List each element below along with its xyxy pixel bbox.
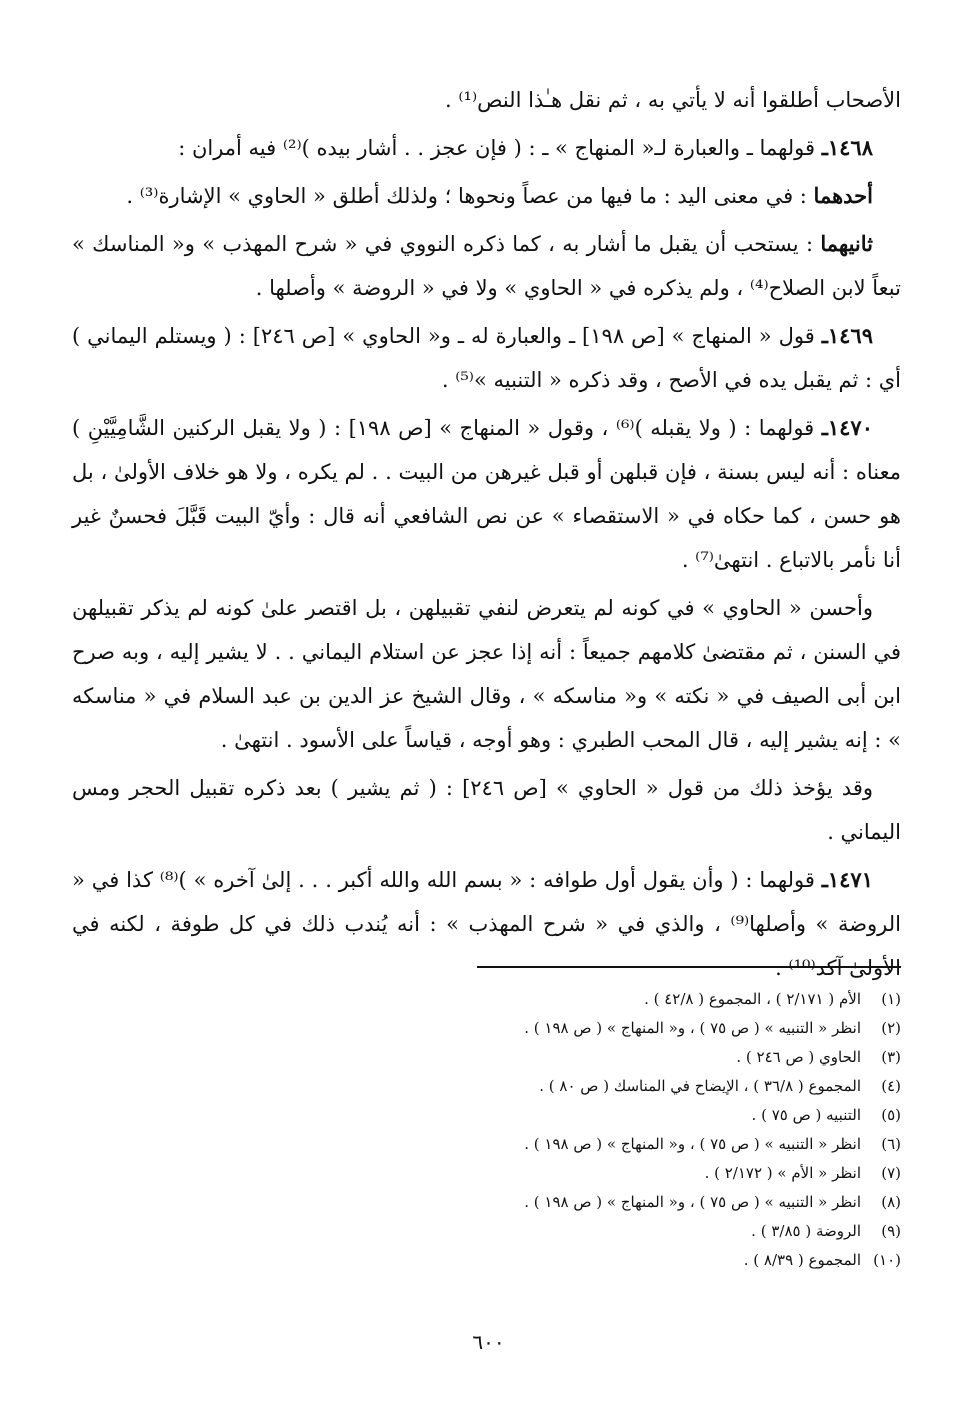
footnote-text: الحاوي ( ص ٢٤٦ ) . xyxy=(736,1048,861,1066)
main-text xyxy=(72,78,901,994)
footnote-text: الروضة ( ٣/٨٥ ) . xyxy=(751,1222,861,1240)
paragraph xyxy=(72,222,901,310)
footnote xyxy=(300,1246,901,1275)
footnote xyxy=(300,1072,901,1101)
footnote-divider xyxy=(477,966,901,968)
paragraph xyxy=(72,766,901,854)
paragraph xyxy=(72,406,901,582)
footnote xyxy=(300,1014,901,1043)
footnote-number: (٨) xyxy=(881,1193,901,1211)
footnote-number: (١) xyxy=(881,990,901,1008)
paragraph-text: الأصحاب أطلقوا أنه لا يأتي به ، ثم نقل هـٰذا النص⁽¹⁾ . xyxy=(445,88,901,112)
paragraph xyxy=(72,314,901,402)
paragraph-text: وأحسن « الحاوي » في كونه لم يتعرض لنفي تقبيلهن ، بل اقتصر علىٰ كونه لم يذكر تقبيلهن في السنن ، ثم مقتضىٰ كلامهم جميعاً : أنه إذا عجز عن استلام اليماني . . لا يشير إليه ، وبه صرح ابن أبى الصيف في « نكته » و« مناسكه » ، وقال الشيخ عز الدين بن عبد السلام في « مناسكه » : إنه يشير إليه ، قال المحب الطبري : وهو أوجه ، قياساً على الأسود . انتهىٰ . xyxy=(72,596,901,752)
paragraph-text: : في معنى اليد : ما فيها من عصاً ونحوها ؛ ولذلك أطلق « الحاوي » الإشارة⁽³⁾ . xyxy=(126,184,814,208)
paragraph xyxy=(72,174,901,218)
footnote xyxy=(300,1188,901,1217)
footnote xyxy=(300,1217,901,1246)
footnote xyxy=(300,1130,901,1159)
paragraph-text: : يستحب أن يقبل ما أشار به ، كما ذكره النووي في « شرح المهذب » و« المناسك » تبعاً لابن الصلاح⁽⁴⁾ ، ولم يذكره في « الحاوي » ولا في « الروضة » وأصلها . xyxy=(72,232,901,300)
issue-number: ١٤٧١ـ xyxy=(821,867,873,892)
footnote xyxy=(300,1159,901,1188)
footnote-number: (٥) xyxy=(881,1106,901,1124)
footnote-number: (٤) xyxy=(881,1077,901,1095)
footnote-number: (٢) xyxy=(881,1019,901,1037)
paragraph xyxy=(72,126,901,170)
footnote-text: انظر « التنبيه » ( ص ٧٥ ) ، و« المنهاج » ( ص ١٩٨ ) . xyxy=(524,1019,861,1037)
footnote xyxy=(300,1101,901,1130)
footnotes xyxy=(300,985,901,1275)
footnote-number: (٧) xyxy=(881,1164,901,1182)
paragraph-text: قولهما : ( وأن يقول أول طوافه : « بسم الله والله أكبر . . . إلىٰ آخره » )⁽⁸⁾ كذا في « الروضة » وأصلها⁽⁹⁾ ، والذي في « شرح المهذب » : أنه يُندب ذلك في كل طوفة ، لكنه في الأولىٰ آكد⁽¹⁰⁾ . xyxy=(72,868,901,980)
footnote-text: انظر « التنبيه » ( ص ٧٥ ) ، و« المنهاج » ( ص ١٩٨ ) . xyxy=(524,1193,861,1211)
point-label: أحدهما xyxy=(813,183,873,208)
paragraph xyxy=(72,78,901,122)
footnote-text: انظر « التنبيه » ( ص ٧٥ ) ، و« المنهاج » ( ص ١٩٨ ) . xyxy=(524,1135,861,1153)
footnote-number: (٣) xyxy=(881,1048,901,1066)
point-label: ثانيهما xyxy=(820,231,873,256)
paragraph xyxy=(72,586,901,762)
paragraph xyxy=(72,858,901,990)
footnote-number: (١٠) xyxy=(873,1251,901,1269)
issue-number: ١٤٦٩ـ xyxy=(821,323,873,348)
footnote-text: المجموع ( ٨/٣٩ ) . xyxy=(743,1251,861,1269)
footnote-text: انظر « الأم » ( ٢/١٧٢ ) . xyxy=(704,1164,861,1182)
page-number: ٦٠٠ xyxy=(472,1330,505,1354)
footnote xyxy=(300,1043,901,1072)
issue-number: ١٤٦٨ـ xyxy=(821,135,873,160)
footnote xyxy=(300,985,901,1014)
footnote-text: الأم ( ٢/١٧١ ) ، المجموع ( ٤٢/٨ ) . xyxy=(644,990,861,1008)
paragraph-text: قولهما ـ والعبارة لـ« المنهاج » ـ : ( فإن عجز . . أشار بيده )⁽²⁾ فيه أمران : xyxy=(178,136,822,160)
issue-number: ١٤٧٠ـ xyxy=(821,415,873,440)
paragraph-text: وقد يؤخذ ذلك من قول « الحاوي » [ص ٢٤٦] : ( ثم يشير ) بعد ذكره تقبيل الحجر ومس اليماني . xyxy=(72,776,901,844)
paragraph-text: قولهما : ( ولا يقبله )⁽⁶⁾ ، وقول « المنهاج » [ص ١٩٨] : ( ولا يقبل الركنين الشَّامِيَّيْنِ ) معناه : أنه ليس بسنة ، فإن قبلهن أو قبل غيرهن من البيت . . لم يكره ، ولا هو خلاف الأولىٰ ، بل هو حسن ، كما حكاه في « الاستقصاء » عن نص الشافعي أنه قال : وأيّ البيت قَبَّلَ فحسنٌ غير أنا نأمر بالاتباع . انتهىٰ⁽⁷⁾ . xyxy=(72,416,901,572)
footnote-text: التنبيه ( ص ٧٥ ) . xyxy=(751,1106,861,1124)
footnote-number: (٦) xyxy=(881,1135,901,1153)
footnote-number: (٩) xyxy=(881,1222,901,1240)
paragraph-text: قول « المنهاج » [ص ١٩٨] ـ والعبارة له ـ و« الحاوي » [ص ٢٤٦] : ( ويستلم اليماني ) أي : ثم يقبل يده في الأصح ، وقد ذكره « التنبيه »⁽⁵⁾ . xyxy=(72,324,901,392)
footnote-text: المجموع ( ٣٦/٨ ) ، الإيضاح في المناسك ( ص ٨٠ ) . xyxy=(539,1077,861,1095)
